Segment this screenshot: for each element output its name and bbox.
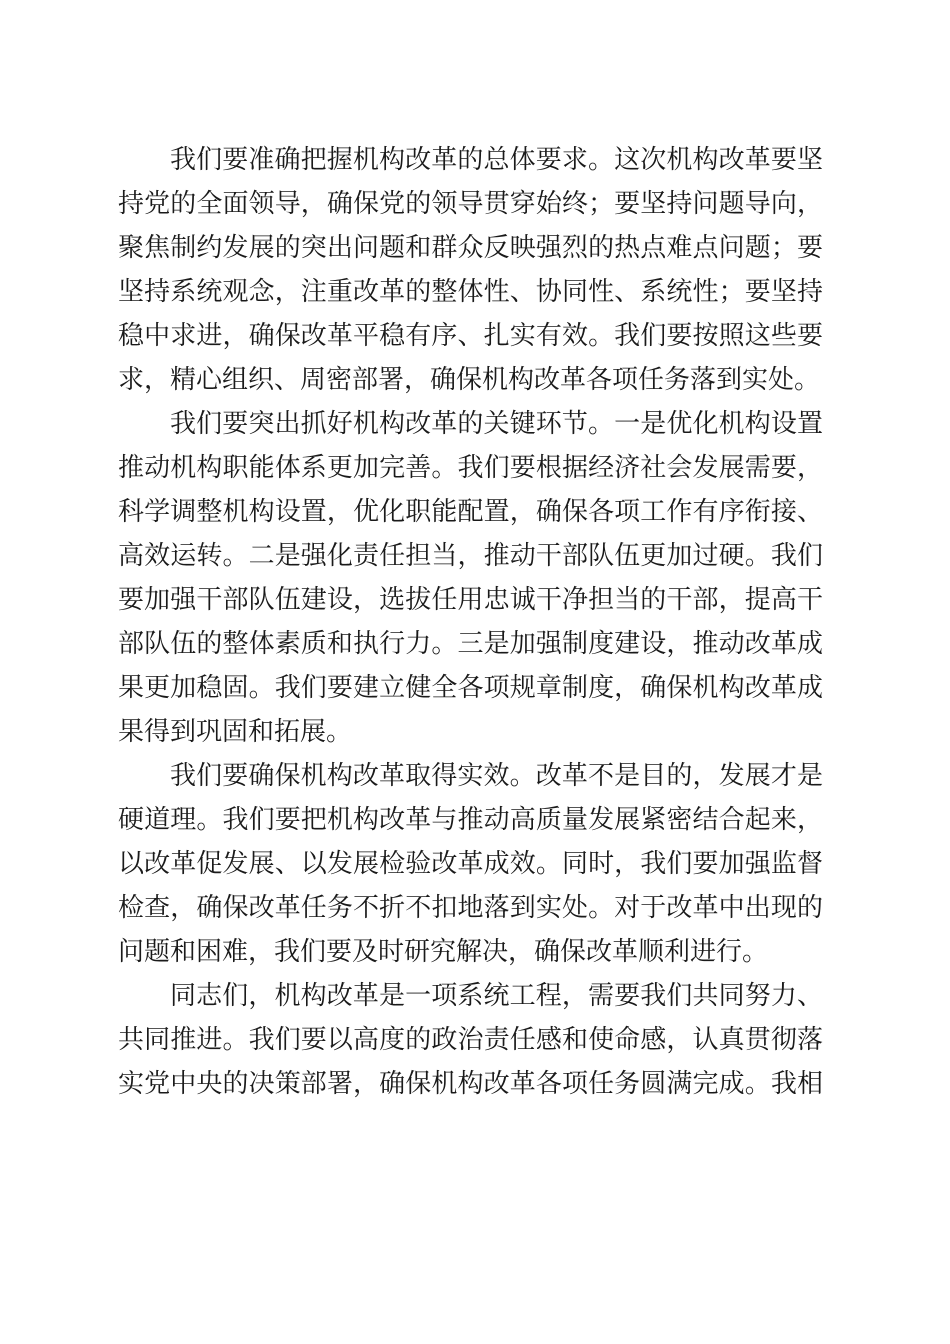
paragraph-4-line-2: 共同推进。我们要以高度的政治责任感和使命感，认真贯彻落 — [118, 1025, 823, 1055]
paragraph-3-line-2: 硬道理。我们要把机构改革与推动高质量发展紧密结合起来， — [118, 805, 823, 835]
paragraph-2-line-6: 部队伍的整体素质和执行力。三是加强制度建设，推动改革成 — [118, 629, 823, 659]
paragraph-3-line-3: 以改革促发展、以发展检验改革成效。同时，我们要加强监督 — [118, 849, 823, 879]
paragraph-2-line-4: 高效运转。二是强化责任担当，推动干部队伍更加过硬。我们 — [118, 541, 823, 571]
paragraph-1-line-4: 坚持系统观念，注重改革的整体性、协同性、系统性；要坚持 — [118, 277, 823, 307]
paragraph-3-line-4: 检查，确保改革任务不折不扣地落到实处。对于改革中出现的 — [118, 893, 823, 923]
paragraph-2-line-2: 推动机构职能体系更加完善。我们要根据经济社会发展需要， — [118, 453, 823, 483]
paragraph-2-line-8: 果得到巩固和拓展。 — [118, 717, 353, 747]
paragraph-4-line-1: 同志们，机构改革是一项系统工程，需要我们共同努力、 — [170, 981, 823, 1011]
paragraph-2-line-3: 科学调整机构设置，优化职能配置，确保各项工作有序衔接、 — [118, 497, 823, 527]
paragraph-1-line-5: 稳中求进，确保改革平稳有序、扎实有效。我们要按照这些要 — [118, 321, 823, 351]
paragraph-1-line-6: 求，精心组织、周密部署，确保机构改革各项任务落到实处。 — [118, 365, 821, 395]
paragraph-2-line-5: 要加强干部队伍建设，选拔任用忠诚干净担当的干部，提高干 — [118, 585, 823, 615]
paragraph-3-line-5: 问题和困难，我们要及时研究解决，确保改革顺利进行。 — [118, 937, 769, 967]
paragraph-3-line-1: 我们要确保机构改革取得实效。改革不是目的，发展才是 — [170, 761, 823, 791]
paragraph-1-line-3: 聚焦制约发展的突出问题和群众反映强烈的热点难点问题；要 — [118, 233, 823, 263]
paragraph-4-line-3: 实党中央的决策部署，确保机构改革各项任务圆满完成。我相 — [118, 1069, 823, 1099]
paragraph-1-line-2: 持党的全面领导，确保党的领导贯穿始终；要坚持问题导向， — [118, 189, 823, 219]
paragraph-1-line-1: 我们要准确把握机构改革的总体要求。这次机构改革要坚 — [170, 145, 823, 175]
paragraph-2-line-1: 我们要突出抓好机构改革的关键环节。一是优化机构设置 — [170, 409, 823, 439]
paragraph-2-line-7: 果更加稳固。我们要建立健全各项规章制度，确保机构改革成 — [118, 673, 823, 703]
